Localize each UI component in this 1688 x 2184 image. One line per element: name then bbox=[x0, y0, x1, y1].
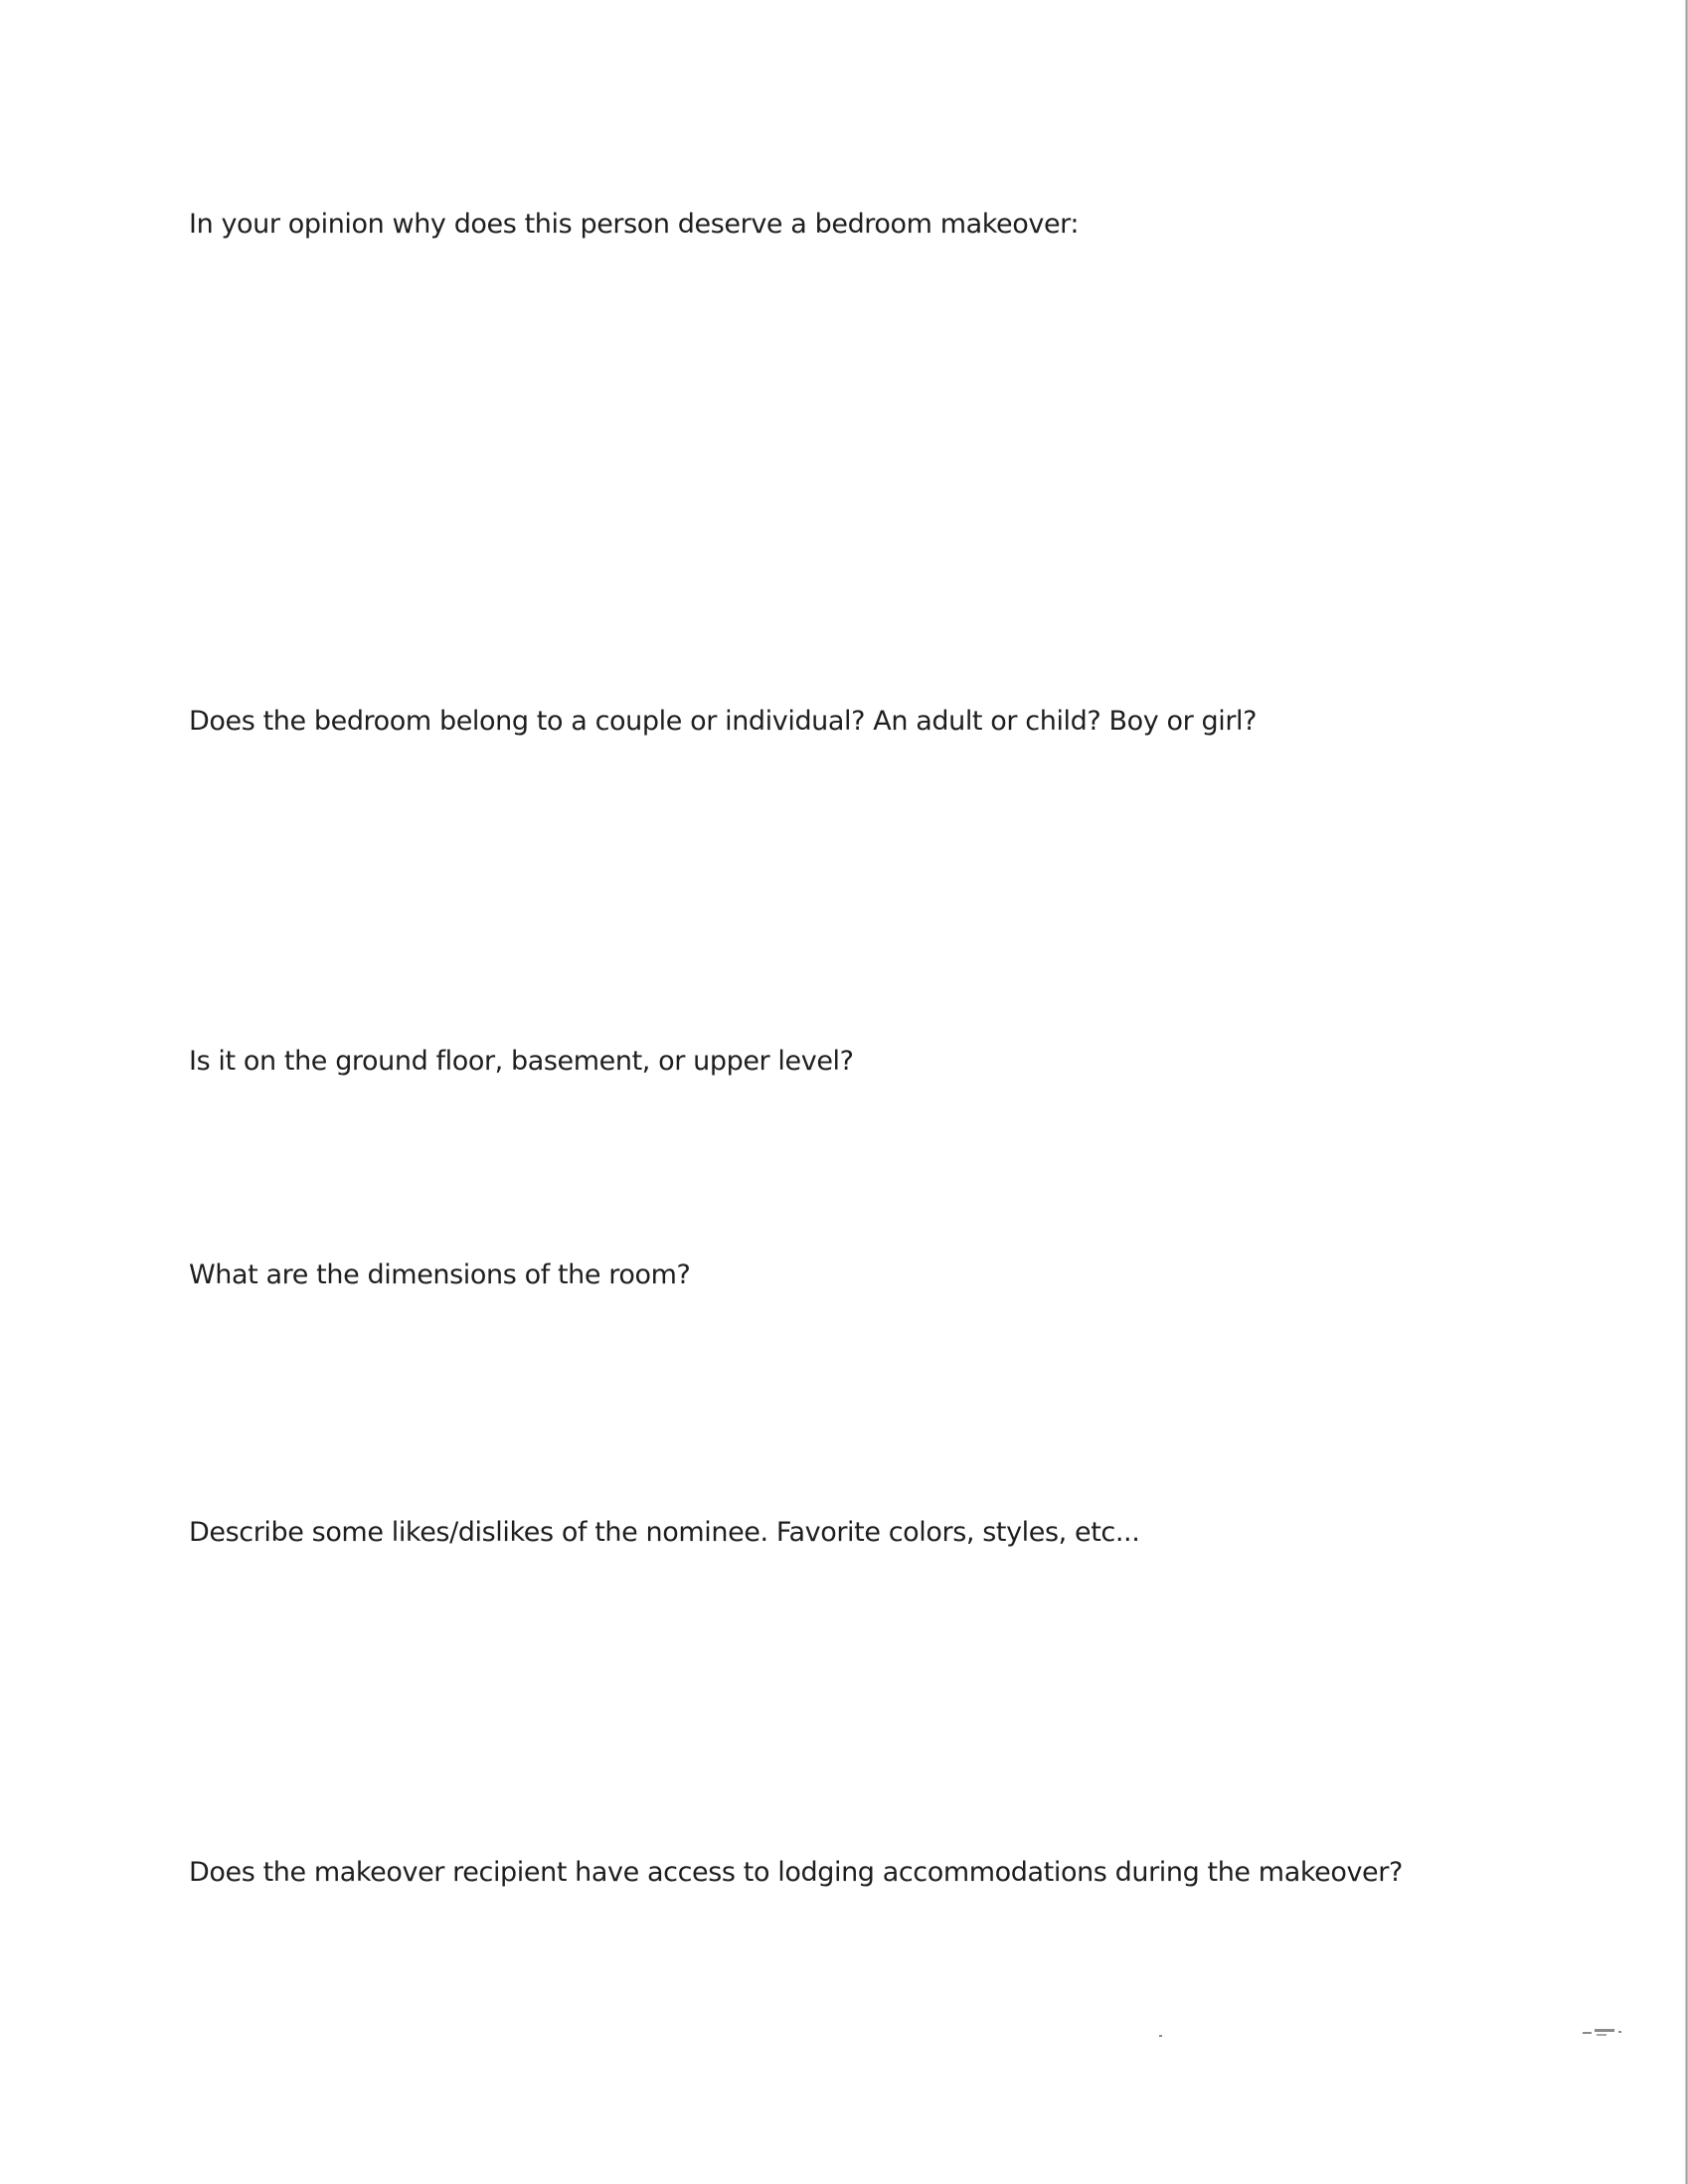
scan-speck bbox=[1583, 2032, 1592, 2034]
answer-area-bedroom-owner[interactable] bbox=[189, 746, 1481, 1024]
scan-speck bbox=[1595, 2029, 1614, 2032]
answer-area-likes-dislikes[interactable] bbox=[189, 1557, 1481, 1835]
answer-area-floor-level[interactable] bbox=[189, 1086, 1481, 1245]
question-lodging-access: Does the makeover recipient have access to lodging accommodations during the makeover? bbox=[189, 1857, 1403, 1888]
scan-speck bbox=[1597, 2034, 1606, 2036]
question-bedroom-owner: Does the bedroom belong to a couple or individual? An adult or child? Boy or girl? bbox=[189, 706, 1258, 737]
question-floor-level: Is it on the ground floor, basement, or upper level? bbox=[189, 1046, 854, 1077]
scan-speck bbox=[1618, 2031, 1621, 2033]
scan-speck bbox=[1159, 2035, 1162, 2037]
question-deserve-makeover: In your opinion why does this person deserve a bedroom makeover: bbox=[189, 209, 1080, 240]
answer-area-deserve-makeover[interactable] bbox=[189, 249, 1481, 686]
answer-area-lodging-access[interactable] bbox=[189, 1897, 1481, 2145]
question-likes-dislikes: Describe some likes/dislikes of the nominee. Favorite colors, styles, etc... bbox=[189, 1517, 1140, 1548]
question-room-dimensions: What are the dimensions of the room? bbox=[189, 1260, 691, 1290]
answer-area-room-dimensions[interactable] bbox=[189, 1299, 1481, 1498]
